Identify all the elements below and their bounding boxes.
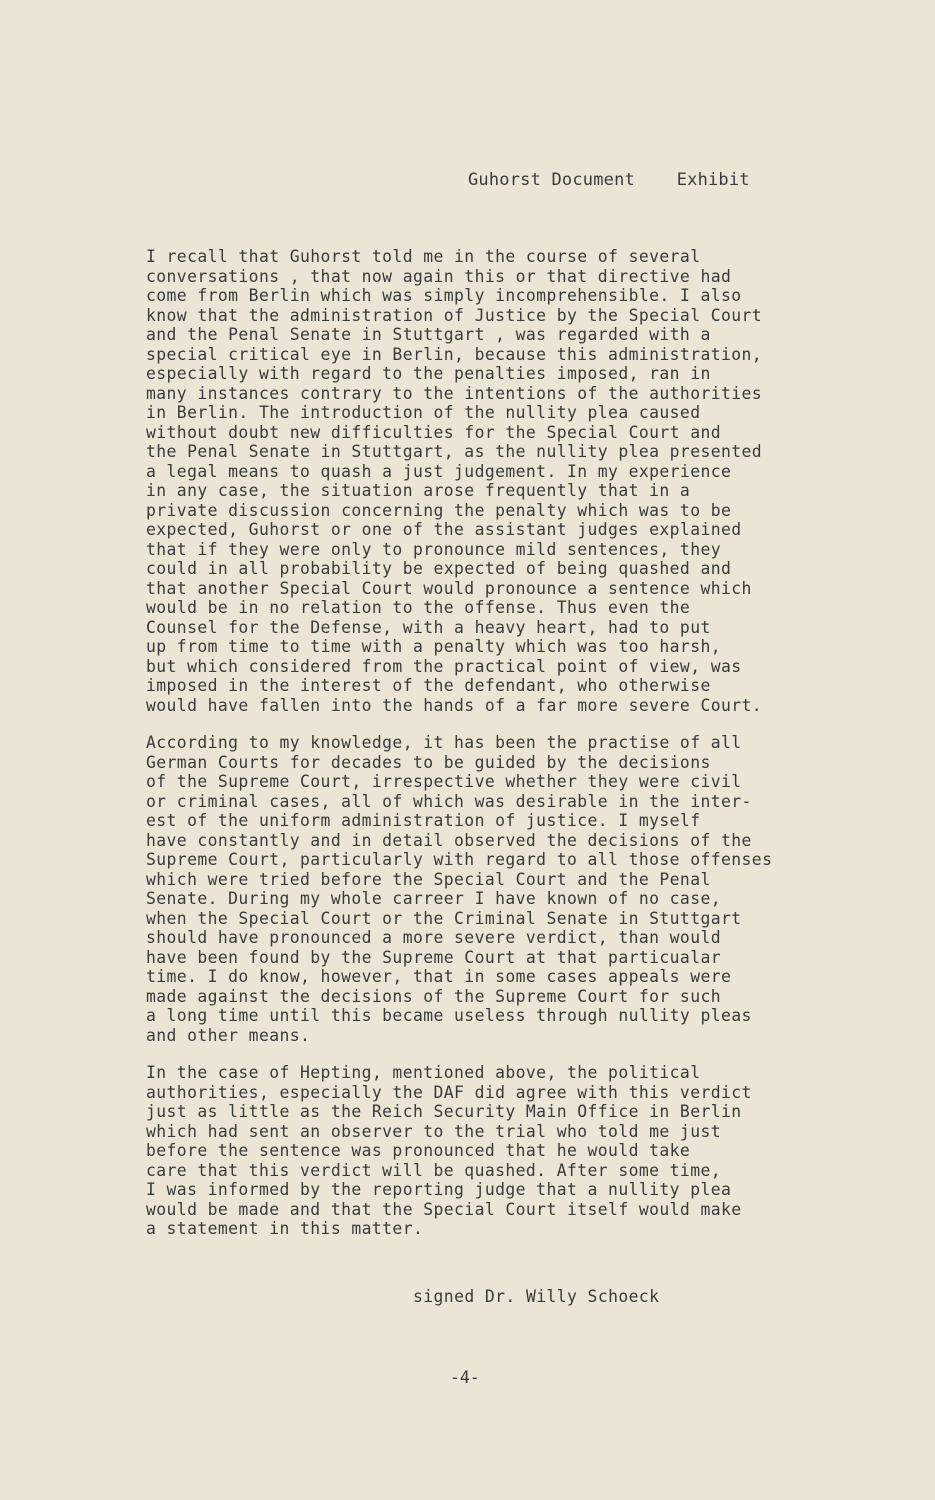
text-line: could in all probability be expected of being quashed and xyxy=(146,559,732,578)
text-line: would be in no relation to the offense. Thus even the xyxy=(146,598,691,617)
text-line: In the case of Hepting, mentioned above, the political xyxy=(146,1063,701,1082)
document-header: Guhorst Document Exhibit xyxy=(468,170,750,190)
text-line: have constantly and in detail observed the decisions of the xyxy=(146,830,752,850)
text-line: made against the decisions of the Supreme Court for such xyxy=(146,986,722,1006)
text-line: a long time until this became useless through nullity pleas xyxy=(146,1006,752,1025)
text-line: in any case, the situation arose frequently that in a xyxy=(146,481,691,500)
text-line: know that the administration of Justice by the Special Court xyxy=(146,305,763,325)
text-line: and the Penal Senate in Stuttgart , was regarded with a xyxy=(146,325,711,344)
text-line: which had sent an observer to the trial who told me just xyxy=(146,1121,722,1141)
text-line: when the Special Court or the Criminal Senate in Stuttgart xyxy=(146,908,742,928)
text-line: special critical eye in Berlin, because this administration, xyxy=(146,344,763,364)
text-line: private discussion concerning the penalty which was to be xyxy=(146,500,732,520)
text-line: that if they were only to pronounce mild sentences, they xyxy=(146,539,722,559)
paragraph-1 xyxy=(146,247,886,715)
text-line: imposed in the interest of the defendant, who otherwise xyxy=(146,676,711,695)
text-line: should have pronounced a more severe verdict, than would xyxy=(146,928,722,947)
text-line: the Penal Senate in Stuttgart, as the nullity plea presented xyxy=(146,442,763,461)
text-line: of the Supreme Court, irrespective whether they were civil xyxy=(146,772,742,791)
text-line: Counsel for the Defense, with a heavy heart, had to put xyxy=(146,617,711,637)
text-line: Senate. During my whole carreer I have known of no case, xyxy=(146,889,722,908)
text-line: time. I do know, however, that in some cases appeals were xyxy=(146,967,732,986)
paragraph-3 xyxy=(146,1063,886,1239)
text-line: I recall that Guhorst told me in the course of several xyxy=(146,247,701,266)
text-line: expected, Guhorst or one of the assistant judges explained xyxy=(146,520,742,539)
text-line: a statement in this matter. xyxy=(146,1219,424,1238)
text-line: many instances contrary to the intentions of the authorities xyxy=(146,383,763,403)
text-line: authorities, especially the DAF did agree with this verdict xyxy=(146,1082,752,1102)
signature-line: signed Dr. Willy Schoeck xyxy=(413,1287,660,1306)
text-line: According to my knowledge, it has been the practise of all xyxy=(146,733,742,752)
text-line: would be made and that the Special Court itself would make xyxy=(146,1199,742,1219)
text-line: or criminal cases, all of which was desirable in the inter- xyxy=(146,791,752,811)
page-number: -4- xyxy=(450,1368,480,1387)
text-line: conversations , that now again this or that directive had xyxy=(146,266,732,286)
text-line: come from Berlin which was simply incomprehensible. I also xyxy=(146,286,742,305)
text-line: I was informed by the reporting judge that a nullity plea xyxy=(146,1180,732,1199)
text-line: Supreme Court, particularly with regard to all those offenses xyxy=(146,850,773,869)
text-line: up from time to time with a penalty which was too harsh, xyxy=(146,637,722,656)
text-line: which were tried before the Special Court and the Penal xyxy=(146,869,711,889)
text-line: care that this verdict will be quashed. After some time, xyxy=(146,1160,722,1180)
text-line: would have fallen into the hands of a far more severe Court. xyxy=(146,695,763,715)
text-line: especially with regard to the penalties imposed, ran in xyxy=(146,364,711,383)
text-line: but which considered from the practical point of view, was xyxy=(146,656,742,676)
paragraph-2 xyxy=(146,733,886,1045)
text-line: just as little as the Reich Security Main Office in Berlin xyxy=(146,1102,742,1121)
document-body xyxy=(146,247,886,1257)
text-line: est of the uniform administration of justice. I myself xyxy=(146,811,701,830)
text-line: have been found by the Supreme Court at that particualar xyxy=(146,947,722,967)
text-line: a legal means to quash a just judgement. In my experience xyxy=(146,461,732,481)
text-line: and other means. xyxy=(146,1025,311,1045)
text-line: German Courts for decades to be guided by the decisions xyxy=(146,752,711,772)
text-line: in Berlin. The introduction of the nullity plea caused xyxy=(146,403,701,422)
text-line: before the sentence was pronounced that he would take xyxy=(146,1141,691,1160)
text-line: without doubt new difficulties for the Special Court and xyxy=(146,422,722,442)
text-line: that another Special Court would pronounce a sentence which xyxy=(146,578,752,598)
